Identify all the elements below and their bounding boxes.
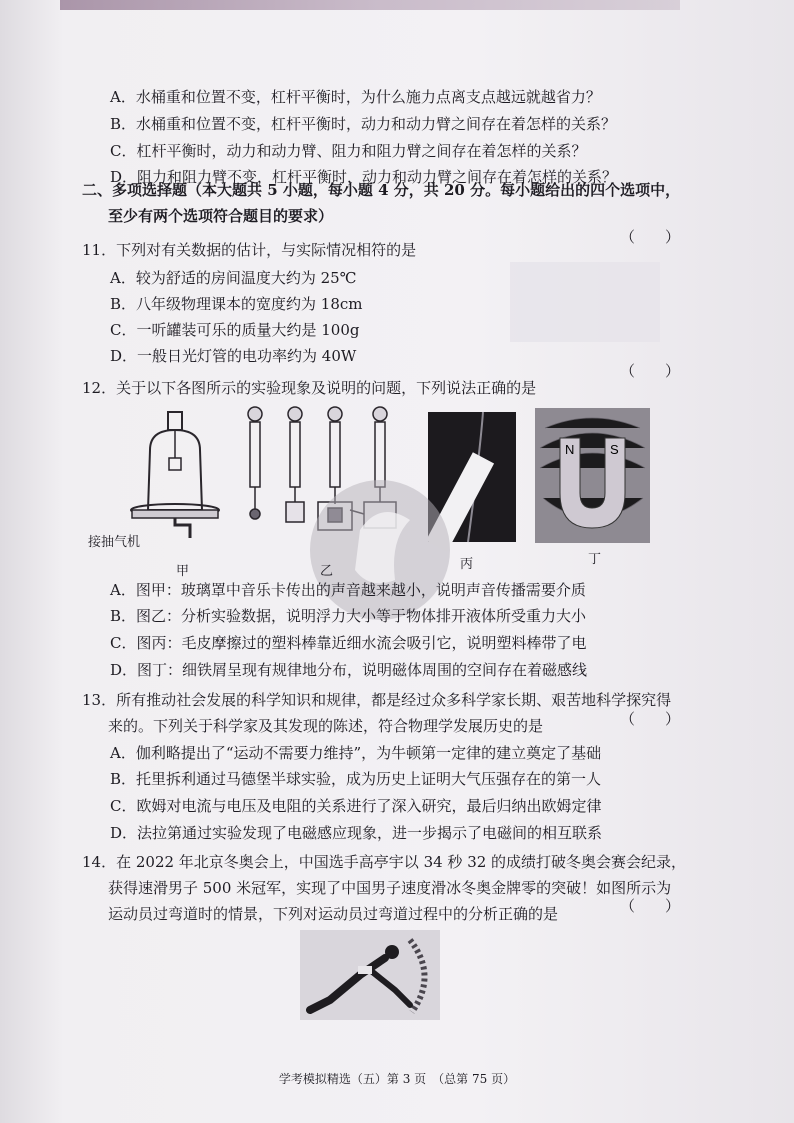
q11-answer-paren: （ ） [620,228,681,246]
q14-stem-cont: 获得速滑男子 500 米冠军，实现了中国男子速度滑冰冬奥金牌零的突破！如图所示为 [108,879,672,897]
scan-bleed-patch [510,262,660,342]
q14-stem: 14．在 2022 年北京冬奥会上，中国选手高亭宇以 34 秒 32 的成绩打破冬奥会赛会纪录， [82,853,687,871]
magnet-s-label: S [610,442,619,457]
page-footer: 学考模拟精选（五）第 3 页 （总第 75 页） [278,1072,516,1086]
q13-option-b: B．托里拆利通过马德堡半球实验，成为历史上证明大气压强存在的第一人 [110,770,602,788]
fig-label-bing: 丙 [460,557,474,572]
q13-stem-cont: 来的。下列关于科学家及其发现的陈述，符合物理学发展历史的是 [108,717,544,735]
q10-option-c: C．杠杆平衡时，动力和动力臂、阻力和阻力臂之间存在着怎样的关系？ [110,142,587,160]
fig-label-ding: 丁 [588,552,602,567]
fig-label-yi: 乙 [320,564,334,579]
pump-label: 接抽气机 [88,535,141,550]
q11-stem: 11．下列对有关数据的估计，与实际情况相符的是 [82,241,417,259]
q13-answer-paren: （ ） [620,710,681,728]
q11-option-a: A．较为舒适的房间温度大约为 25℃ [110,269,357,287]
q12-option-b: B．图乙：分析实验数据，说明浮力大小等于物体排开液体所受重力大小 [110,607,587,625]
q13-option-d: D．法拉第通过实验发现了电磁感应现象，进一步揭示了电磁间的相互联系 [110,824,603,842]
q12-option-a: A．图甲：玻璃罩中音乐卡传出的声音越来越小，说明声音传播需要介质 [110,581,586,599]
q13-stem: 13．所有推动社会发展的科学知识和规律，都是经过众多科学家长期、艰苦地科学探究得 [82,691,672,709]
figure-u-magnet [535,408,650,558]
q12-stem: 12．关于以下各图所示的实验现象及说明的问题，下列说法正确的是 [82,379,537,397]
q13-option-a: A．伽利略提出了“运动不需要力维持”，为牛顿第一定律的建立奠定了基础 [110,744,602,762]
q12-option-d: D．图丁：细铁屑呈现有规律地分布，说明磁体周围的空间存在着磁感线 [110,661,588,679]
q14-answer-paren: （ ） [620,897,681,915]
fig-label-jia: 甲 [176,564,190,579]
figure-bell-jar [110,400,240,550]
q10-option-a: A．水桶重和位置不变，杠杆平衡时，为什么施力点离支点越远就越省力？ [110,88,601,106]
q10-option-b: B．水桶重和位置不变，杠杆平衡时，动力和动力臂之间存在着怎样的关系？ [110,115,617,133]
q10-option-d: D．阻力和阻力臂不变，杠杆平衡时，动力和动力臂之间存在着怎样的关系？ [110,168,618,186]
scan-edge [60,0,680,10]
q12-answer-paren: （ ） [620,362,681,380]
q14-stem-cont2: 运动员过弯道时的情景，下列对运动员过弯道过程中的分析正确的是 [108,905,559,923]
q12-option-c: C．图丙：毛皮摩擦过的塑料棒靠近细水流会吸引它，说明塑料棒带了电 [110,634,587,652]
section2-title-cont: 至少有两个选项符合题目的要求） [108,207,334,225]
section2-title: 二、多项选择题（本大题共 5 小题，每小题 4 分，共 20 分。每小题给出的四个选项中， [82,181,681,199]
q11-option-b: B．八年级物理课本的宽度约为 18cm [110,295,363,313]
figure-speed-skater [300,930,440,1020]
q11-option-d: D．一般日光灯管的电功率约为 40W [110,347,357,365]
q13-option-c: C．欧姆对电流与电压及电阻的关系进行了深入研究，最后归纳出欧姆定律 [110,797,602,815]
q11-option-c: C．一听罐装可乐的质量大约是 100g [110,321,360,339]
magnet-n-label: N [565,442,575,457]
